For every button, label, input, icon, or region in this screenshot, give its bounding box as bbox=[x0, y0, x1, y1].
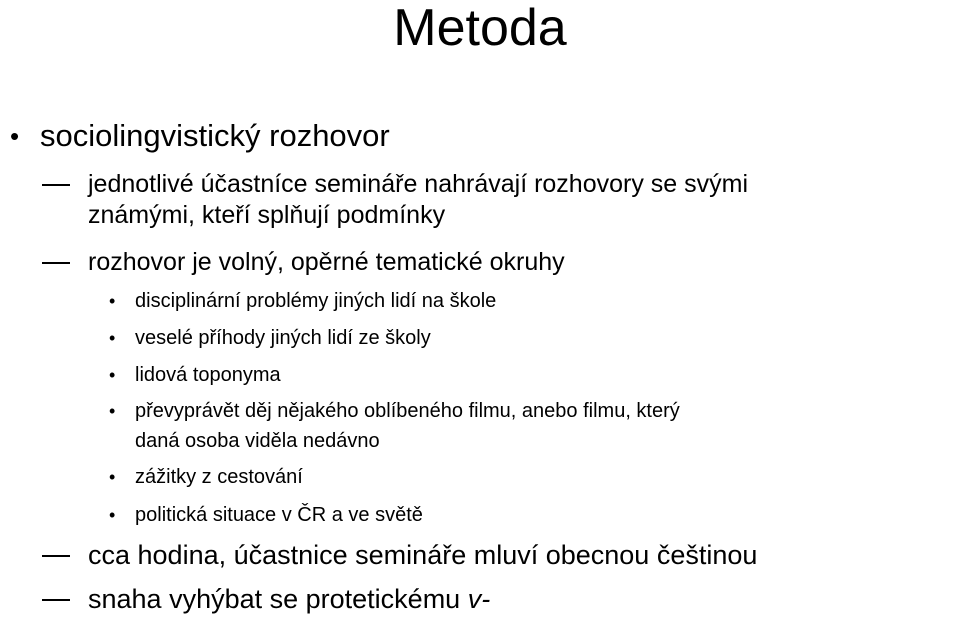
dash-item-rozhovor-volny bbox=[88, 247, 565, 278]
sub-bullet-zazitky bbox=[109, 462, 303, 492]
dash-icon bbox=[42, 555, 70, 557]
bullet-icon: • bbox=[109, 401, 116, 421]
dash-icon bbox=[42, 262, 70, 264]
dash-item-cca-hodina bbox=[88, 538, 757, 572]
sub-bullet-text-line-2: daná osoba viděla nedávno bbox=[135, 430, 380, 452]
bullet-icon: • bbox=[109, 328, 116, 348]
dash-text-italic: v- bbox=[467, 584, 491, 614]
sub-bullet-lidova-toponyma bbox=[109, 360, 281, 390]
sub-bullet-text-line-1: převyprávět děj nějakého oblíbeného filmu, anebo filmu, který bbox=[135, 400, 680, 422]
sub-bullet-vesele-prihody bbox=[109, 323, 431, 353]
bullet-icon: • bbox=[10, 121, 20, 151]
bullet-icon: • bbox=[109, 291, 116, 311]
dash-text: rozhovor je volný, opěrné tematické okruhy bbox=[88, 248, 565, 276]
bullet-text: sociolingvistický rozhovor bbox=[40, 118, 390, 153]
dash-item-proteticke-v bbox=[88, 582, 490, 616]
sub-bullet-text: lidová toponyma bbox=[135, 364, 281, 386]
bullet-item-sociolingvisticky-rozhovor bbox=[10, 118, 390, 154]
dash-text: snaha vyhýbat se protetickému bbox=[88, 584, 468, 614]
dash-text-line-2: známými, kteří splňují podmínky bbox=[88, 201, 446, 229]
dash-icon bbox=[42, 184, 70, 186]
dash-text-line-1: jednotlivé účastníce semináře nahrávají rozhovory se svými bbox=[88, 170, 749, 198]
sub-bullet-prevypravet bbox=[109, 396, 680, 456]
bullet-icon: • bbox=[109, 365, 116, 385]
dash-icon bbox=[42, 599, 70, 601]
sub-bullet-text: veselé příhody jiných lidí ze školy bbox=[135, 327, 431, 349]
bullet-icon: • bbox=[109, 505, 116, 525]
sub-bullet-disciplinarni bbox=[109, 286, 497, 316]
sub-bullet-politicka-situace bbox=[109, 500, 423, 530]
dash-text: cca hodina, účastnice semináře mluví obecnou češtinou bbox=[88, 540, 758, 570]
sub-bullet-text: politická situace v ČR a ve světě bbox=[135, 504, 423, 526]
bullet-icon: • bbox=[109, 467, 116, 487]
sub-bullet-text: disciplinární problémy jiných lidí na škole bbox=[135, 290, 497, 312]
slide-title: Metoda bbox=[393, 0, 567, 57]
dash-item-nahravani bbox=[88, 169, 748, 231]
sub-bullet-text: zážitky z cestování bbox=[135, 466, 303, 488]
